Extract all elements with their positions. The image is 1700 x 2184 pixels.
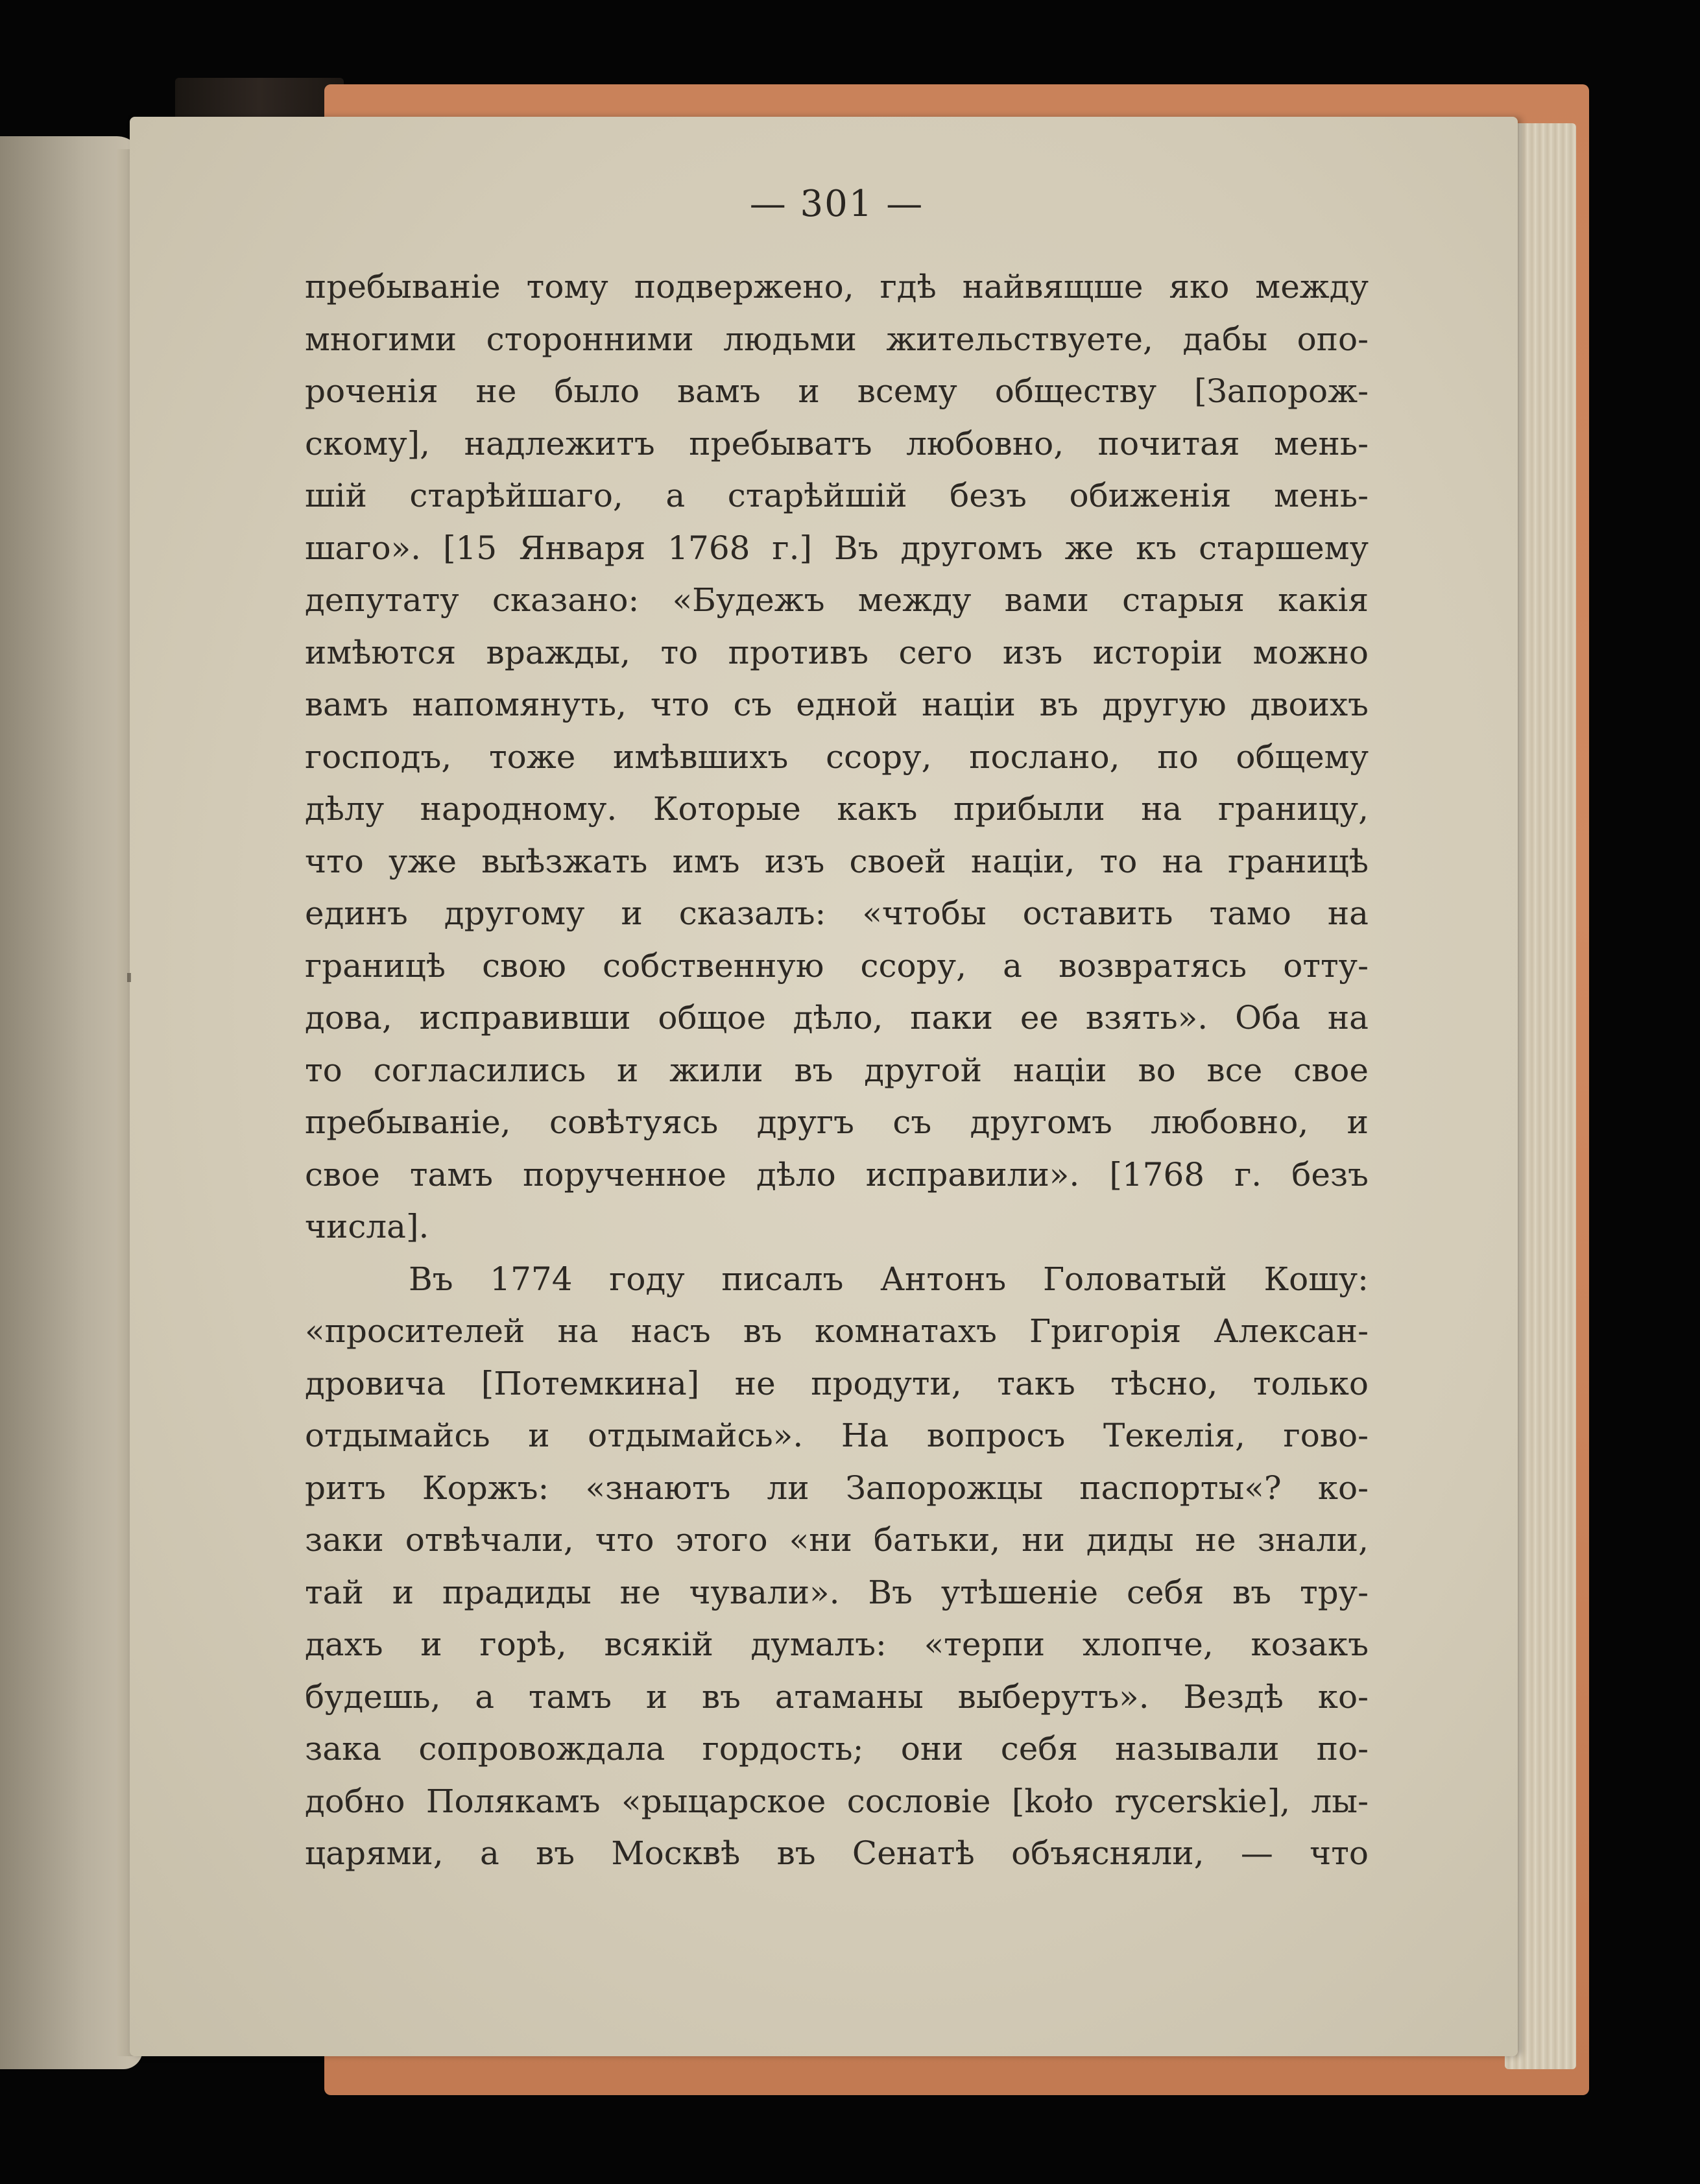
text-line: тай и прадиды не чували». Въ утѣшеніе себя въ тру- (305, 1573, 1369, 1611)
text-line: имѣются вражды, то противъ сего изъ исторіи можно (305, 633, 1369, 671)
text-line: господъ, тоже имѣвшихъ ссору, послано, по общему (305, 738, 1369, 776)
text-line: дахъ и горѣ, всякій думалъ: «терпи хлопче, козакъ (305, 1626, 1369, 1663)
text-line: шій старѣйшаго, а старѣйшій безъ обиженія мень- (305, 477, 1369, 514)
text-line: то согласились и жили въ другой націи во все свое (305, 1051, 1369, 1089)
text-line: дѣлу народному. Которые какъ прибыли на границу, (305, 790, 1369, 828)
text-line: депутату сказано: «Будежъ между вами старыя какія (305, 581, 1369, 619)
text-line: шаго». [15 Января 1768 г.] Въ другомъ же къ старшему (305, 529, 1369, 567)
page-body-text (305, 261, 1369, 1880)
text-line: будешь, а тамъ и въ атаманы выберутъ». Вездѣ ко- (305, 1677, 1369, 1716)
text-line: скому], надлежитъ пребыватъ любовно, почитая мень- (305, 424, 1369, 462)
text-line: свое тамъ порученное дѣло исправили». [1768 г. безъ (305, 1155, 1369, 1194)
text-line: заки отвѣчали, что этого «ни батьки, ни диды не знали, (305, 1521, 1369, 1559)
text-line: зака сопровождала гордость; они себя называли по- (305, 1730, 1369, 1768)
text-line: границѣ свою собственную ссору, а возвратясь отту- (305, 946, 1369, 985)
text-line: царями, а въ Москвѣ въ Сенатѣ объясняли, — что (305, 1834, 1369, 1872)
paragraph-end-line: числа]. (305, 1208, 429, 1245)
text-line: «просителей на насъ въ комнатахъ Григорія Алексан- (305, 1312, 1369, 1350)
text-line: добно Полякамъ «рыцарское сословіе [koło rycerskie], лы- (305, 1782, 1369, 1820)
text-line: вамъ напомянуть, что съ едной націи въ другую двоихъ (305, 686, 1369, 723)
page-number: — 301 — (749, 183, 924, 225)
text-line: единъ другому и сказалъ: «чтобы оставить тамо на (305, 894, 1369, 932)
text-line: роченія не было вамъ и всему обществу [Запорож- (305, 372, 1369, 410)
text-line: дова, исправивши общое дѣло, паки ее взять». Оба на (305, 999, 1369, 1037)
margin-mark (127, 973, 131, 982)
text-line: что уже выѣзжать имъ изъ своей націи, то на границѣ (305, 842, 1369, 880)
text-line: пребываніе, совѣтуясь другъ съ другомъ любовно, и (305, 1103, 1369, 1141)
text-line: пребываніе тому подвержено, гдѣ найвящше яко между (305, 268, 1369, 306)
text-line: ритъ Коржъ: «знаютъ ли Запорожцы паспорты«? ко- (305, 1469, 1369, 1507)
text-line: дровича [Потемкина] не продути, такъ тѣсно, только (305, 1364, 1369, 1402)
text-line: отдымайсь и отдымайсь». На вопросъ Текелія, гово- (305, 1417, 1369, 1454)
paragraph-start-line: Въ 1774 году писалъ Антонъ Головатый Кошу: (409, 1260, 1369, 1298)
text-line: многими сторонними людьми жительствуете, дабы опо- (305, 320, 1369, 358)
